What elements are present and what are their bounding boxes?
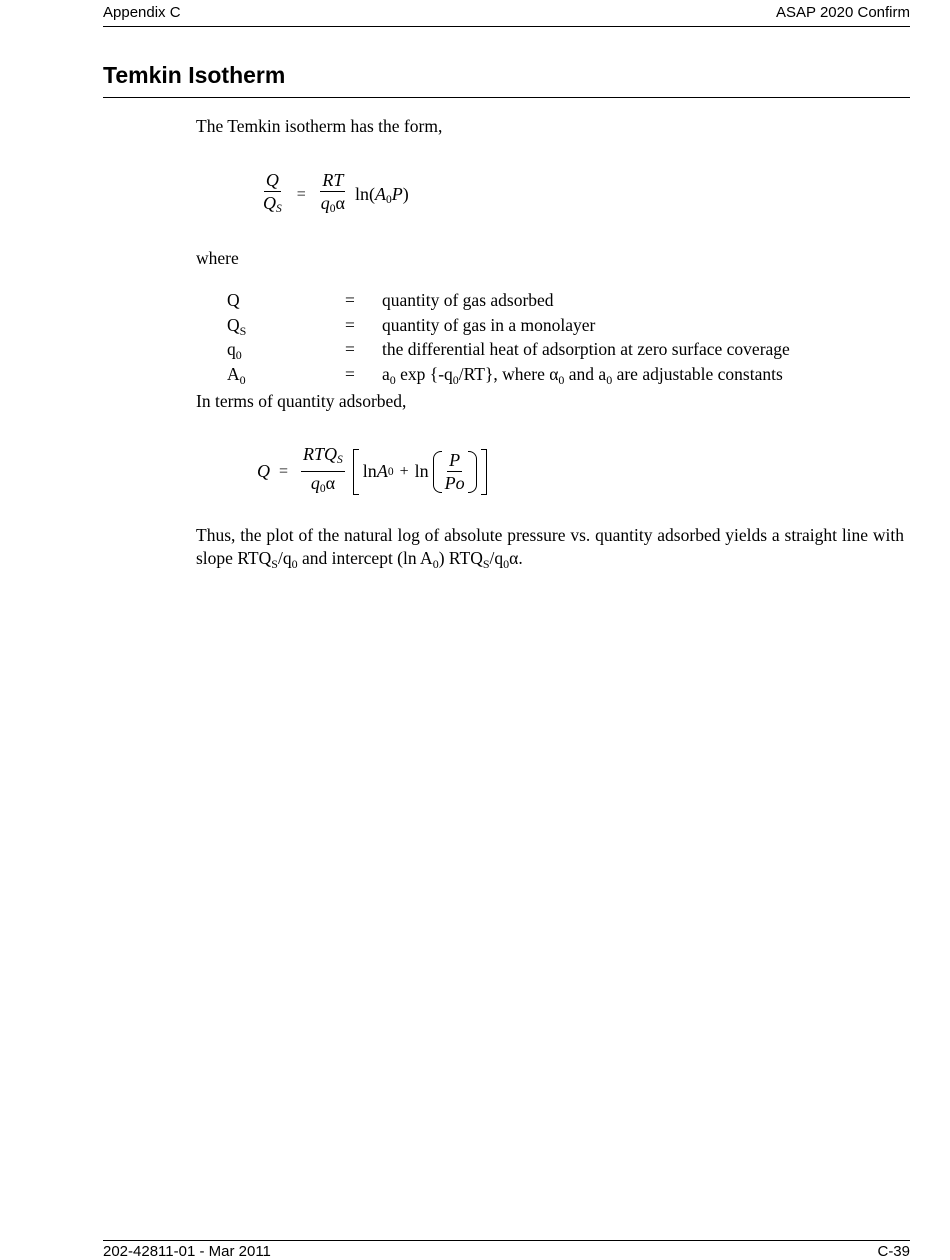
definition-symbol: Q (227, 290, 240, 310)
eq2-fraction (301, 444, 345, 499)
eq2-equals: = (279, 462, 289, 480)
definition-equals: = (345, 363, 355, 384)
lhs-numerator: Q (265, 170, 279, 190)
footer-page-number: C-39 (877, 1243, 910, 1260)
definition-text: $a_0$ $\exp \{-q_0/RT\}$, where $\alpha_0$ and $a_0$ are adjustable constants (382, 363, 783, 387)
definition-symbol: $q_0$ (227, 339, 242, 362)
definition-symbol: $A_0$ (227, 363, 246, 387)
eq2-denominator: $q_0\alpha$ (310, 473, 335, 495)
lhs-denominator: $Q_S$ (263, 193, 282, 215)
temkin-equation (257, 170, 409, 219)
quantity-equation (257, 444, 487, 499)
definition-text: quantity of gas in a monolayer (382, 314, 596, 335)
definition-equals: = (345, 314, 355, 335)
rhs-denominator: $q_0\alpha$ (320, 193, 345, 215)
title-divider (103, 97, 910, 98)
rhs-numerator: RT (322, 170, 344, 190)
header-divider (103, 26, 910, 27)
eq2-bracket-term: ln A 0 + ln $\frac{P}{Po}$ (353, 449, 487, 495)
lhs-fraction (261, 170, 284, 219)
definition-equals: = (345, 290, 355, 310)
definition-equals: = (345, 339, 355, 359)
footer-doc-number: 202-42811-01 - Mar 2011 (103, 1243, 271, 1260)
header-chapter: Appendix C (103, 4, 181, 21)
section-title: Temkin Isotherm (103, 62, 286, 88)
header-product: ASAP 2020 Confirm (776, 4, 910, 21)
terms-text: In terms of quantity adsorbed, (196, 391, 407, 411)
pressure-ratio: $\frac{P}{Po}$ (433, 451, 477, 493)
definition-text: the differential heat of adsorption at zero surface coverage (382, 339, 790, 359)
intro-text: The Temkin isotherm has the form, (196, 116, 443, 136)
eq2-numerator: $RTQ_S$ (301, 444, 345, 472)
definition-text: quantity of gas adsorbed (382, 290, 554, 310)
eq2-lhs: Q (257, 461, 270, 481)
log-term: $\ln(A_0P)$ (354, 183, 409, 206)
conclusion-text: Thus, the plot of the natural log of absolute pressure vs. quantity adsorbed yields a straight line with slope $RTQ_S/q_0$ and intercept (ln $A_0$) $RTQ_S/q_0\alpha$. (196, 525, 904, 571)
where-label: where (196, 248, 239, 268)
definition-symbol: $Q_S$ (227, 314, 247, 338)
equals-sign: = (296, 185, 306, 203)
footer-divider (103, 1240, 910, 1241)
rhs-fraction (319, 170, 347, 219)
